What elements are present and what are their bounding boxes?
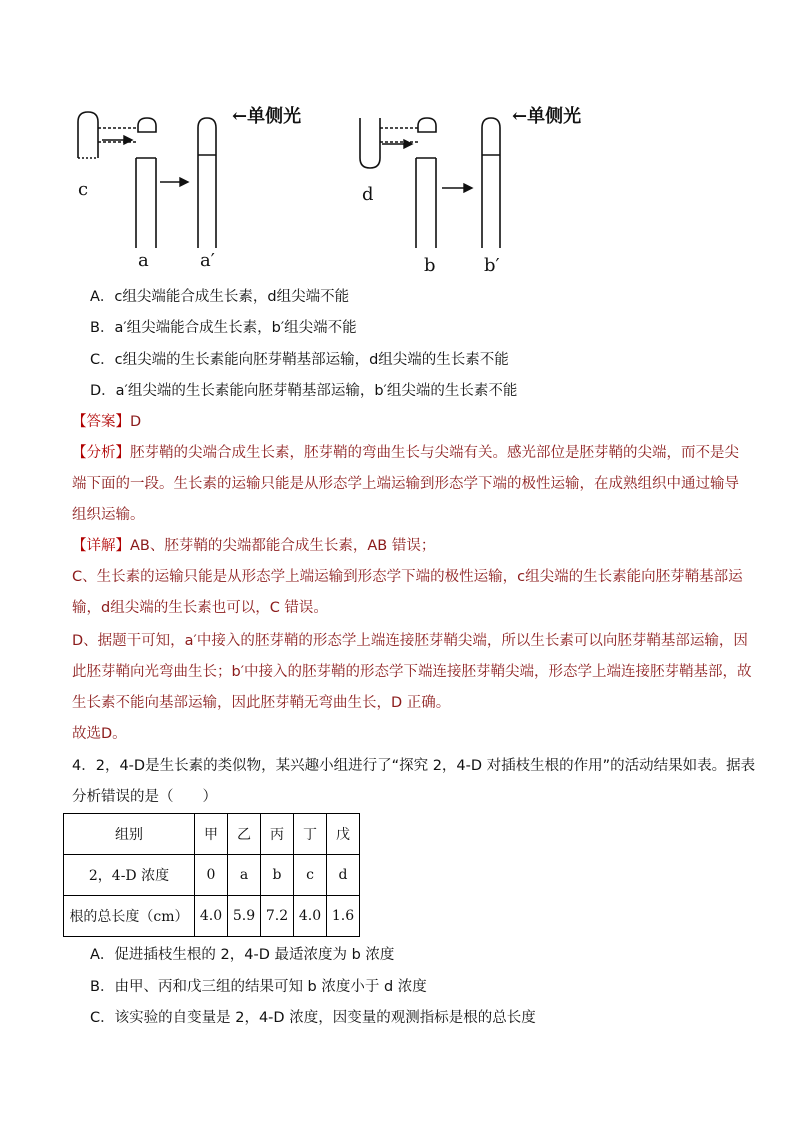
table-cell: 5.9: [228, 896, 261, 937]
q3-analysis-line-1: [72, 443, 739, 463]
answer-label: 【答案】: [72, 414, 130, 430]
q4-data-table: [63, 813, 360, 937]
q4-stem-line-1: 4．2，4-D是生长素的类似物，某兴趣小组进行了“探究 2，4-D 对插枝生根的作用”的活动结果如表。据表: [72, 758, 756, 774]
q3-detail-line-6: 生长素不能向基部运输，因此胚芽鞘无弯曲生长，D 正确。: [72, 695, 451, 711]
table-row: [64, 896, 360, 937]
tip-d: [360, 118, 380, 168]
experiment-diagram: [60, 100, 640, 285]
coleoptile-b-prime: [482, 118, 500, 248]
cap-a: [138, 118, 156, 132]
table-header-cell: 组别: [64, 814, 195, 855]
table-cell: 4.0: [195, 896, 228, 937]
label-b-prime: b′: [484, 255, 500, 276]
q4-stem-line-2: 分析错误的是（ ）: [72, 789, 217, 805]
light-label-2: ←单侧光: [512, 106, 582, 127]
detail-text-1: AB、胚芽鞘的尖端都能合成生长素，AB 错误；: [130, 538, 436, 554]
table-cell: 2，4-D 浓度: [64, 855, 195, 896]
table-header-cell: 甲: [195, 814, 228, 855]
table-cell: b: [261, 855, 294, 896]
table-cell: a: [228, 855, 261, 896]
q4-option-a: A．促进插枝生根的 2，4-D 最适浓度为 b 浓度: [90, 947, 395, 963]
q3-detail-line-2: C、生长素的运输只能是从形态学上端运输到形态学下端的极性运输，c组尖端的生长素能向胚芽鞘基部运: [72, 569, 743, 585]
table-cell: c: [294, 855, 327, 896]
answer-value: D: [130, 414, 142, 430]
q4-option-b: B．由甲、丙和戊三组的结果可知 b 浓度小于 d 浓度: [90, 979, 427, 995]
table-cell: 7.2: [261, 896, 294, 937]
table-header-cell: 戊: [327, 814, 360, 855]
label-a-prime: a′: [200, 250, 215, 271]
label-d: d: [362, 184, 374, 205]
q3-option-a: A．c组尖端能合成生长素，d组尖端不能: [90, 289, 350, 305]
table-cell: 根的总长度（cm）: [64, 896, 195, 937]
q3-answer: [72, 412, 141, 432]
table-cell: 0: [195, 855, 228, 896]
q3-analysis-line-3: 组织运输。: [72, 507, 145, 523]
q3-detail-line-5: 此胚芽鞘向光弯曲生长；b′中接入的胚芽鞘的形态学下端连接胚芽鞘尖端，形态学上端连接胚芽鞘基部，故: [72, 664, 752, 680]
label-a: a: [138, 250, 149, 271]
coleoptile-a-prime: [198, 118, 216, 248]
coleoptile-a: [136, 158, 156, 248]
tip-c: [78, 112, 98, 158]
table-header-cell: 丙: [261, 814, 294, 855]
table-header-cell: 乙: [228, 814, 261, 855]
label-c: c: [78, 179, 89, 200]
light-label-1: ←单侧光: [232, 106, 302, 127]
coleoptile-b: [416, 158, 436, 248]
q3-option-b: B．a′组尖端能合成生长素，b′组尖端不能: [90, 320, 357, 336]
table-row: [64, 855, 360, 896]
table-cell: d: [327, 855, 360, 896]
table-cell: 1.6: [327, 896, 360, 937]
detail-label: 【详解】: [72, 538, 130, 554]
q3-detail-line-4: D、据题干可知，a′中接入的胚芽鞘的形态学上端连接胚芽鞘尖端，所以生长素可以向胚芽鞘基部运输，因: [72, 633, 748, 649]
q3-option-c: C．c组尖端的生长素能向胚芽鞘基部运输，d组尖端的生长素不能: [90, 352, 509, 368]
table-cell: 4.0: [294, 896, 327, 937]
q3-detail-line-3: 输，d组尖端的生长素也可以，C 错误。: [72, 600, 328, 616]
table-header-row: [64, 814, 360, 855]
analysis-text-1: 胚芽鞘的尖端合成生长素，胚芽鞘的弯曲生长与尖端有关。感光部位是胚芽鞘的尖端，而不是尖: [130, 445, 739, 461]
q3-option-d: D．a′组尖端的生长素能向胚芽鞘基部运输，b′组尖端的生长素不能: [90, 383, 518, 399]
q3-analysis-line-2: 端下面的一段。生长素的运输只能是从形态学上端运输到形态学下端的极性运输，在成熟组织中通过输导: [72, 476, 739, 492]
analysis-label: 【分析】: [72, 445, 130, 461]
cap-b: [418, 118, 436, 132]
q4-option-c: C．该实验的自变量是 2，4-D 浓度，因变量的观测指标是根的总长度: [90, 1010, 536, 1026]
q3-conclusion: 故选D。: [72, 726, 127, 742]
label-b: b: [424, 255, 436, 276]
table-header-cell: 丁: [294, 814, 327, 855]
q3-detail-line-1: [72, 536, 435, 556]
